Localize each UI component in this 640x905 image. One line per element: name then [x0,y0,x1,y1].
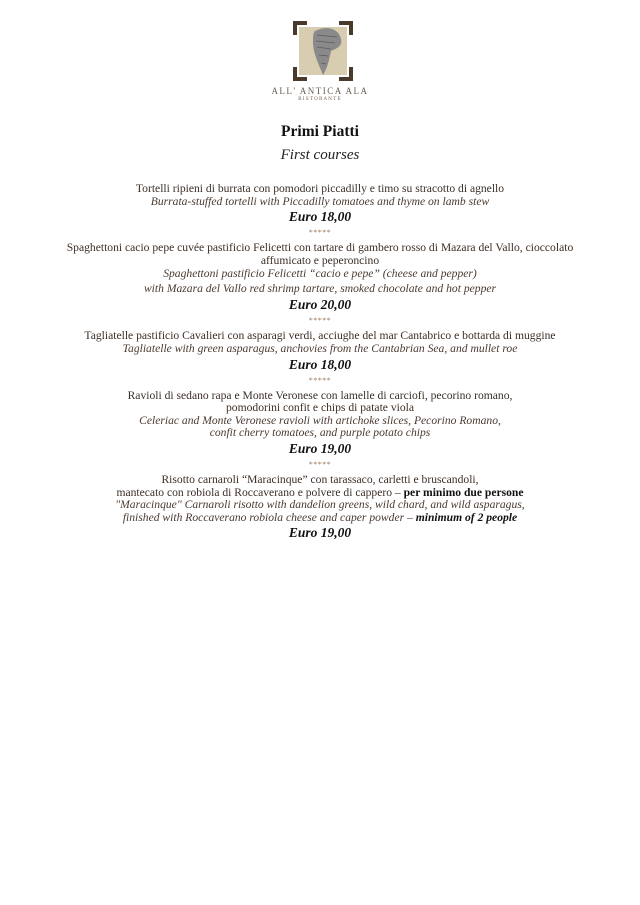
menu-item [40,330,600,371]
menu-item [40,474,600,540]
menu-item [40,242,600,312]
separator: ***** [308,375,332,385]
menu-item [40,183,600,224]
item-english: Spaghettoni pastificio Felicetti “cacio e pepe” (cheese and pepper) [163,267,477,281]
item-italian: Ravioli di sedano rapa e Monte Veronese con lamelle di carciofi, pecorino romano, [127,388,513,402]
restaurant-subtitle: RISTORANTE [298,97,342,102]
restaurant-name: ALL' ANTICA ALA [271,86,369,96]
item-price: Euro 19,00 [288,525,352,541]
item-english: finished with Roccaverano robiola cheese and caper powder – [122,510,416,524]
item-english: Celeriac and Monte Veronese ravioli with artichoke slices, Pecorino Romano, [139,413,501,427]
item-italian: mantecato con robiola di Roccaverano e polvere di cappero – [116,485,404,499]
menu-item [40,390,600,456]
item-price: Euro 18,00 [288,209,352,225]
section-subtitle: First courses [280,147,360,163]
item-english-line [40,512,600,525]
restaurant-logo [293,21,353,81]
item-italian: Tagliatelle pastificio Cavalieri con asparagi verdi, acciughe del mar Cantabrico e bottarda di muggine [84,329,556,343]
item-english: confit cherry tomatoes, and purple potato chips [209,426,431,440]
item-price: Euro 19,00 [288,440,352,456]
item-italian: affumicato e peperoncino [260,253,380,267]
item-minimum-note: per minimo due persone [403,485,524,499]
item-price: Euro 20,00 [288,297,352,313]
item-italian: Risotto carnaroli “Maracinque” con tarassaco, carletti e bruscandoli, [161,472,479,486]
item-english: "Maracinque" Carnaroli risotto with dandelion greens, wild chard, and wild asparagus, [115,498,525,512]
section-title: Primi Piatti [281,123,359,140]
item-english: Tagliatelle with green asparagus, anchovies from the Cantabrian Sea, and mullet roe [122,341,518,355]
item-italian: Tortelli ripieni di burrata con pomodori piccadilly e timo su stracotto di agnello [135,182,505,195]
item-italian: Spaghettoni cacio pepe cuvée pastificio Felicetti con tartare di gambero rosso di Mazara del Vallo, cioccolato [66,241,574,255]
separator: ***** [308,316,332,326]
separator: ***** [308,459,332,469]
menu-list [40,183,600,540]
item-price: Euro 18,00 [288,356,352,372]
separator: ***** [308,228,332,238]
item-minimum-note: minimum of 2 people [415,510,518,524]
item-english: with Mazara del Vallo red shrimp tartare, smoked chocolate and hot pepper [143,281,497,295]
item-english: Burrata-stuffed tortelli with Piccadilly tomatoes and thyme on lamb stew [150,194,490,208]
item-italian: pomodorini confit e chips di patate viola [225,401,415,415]
